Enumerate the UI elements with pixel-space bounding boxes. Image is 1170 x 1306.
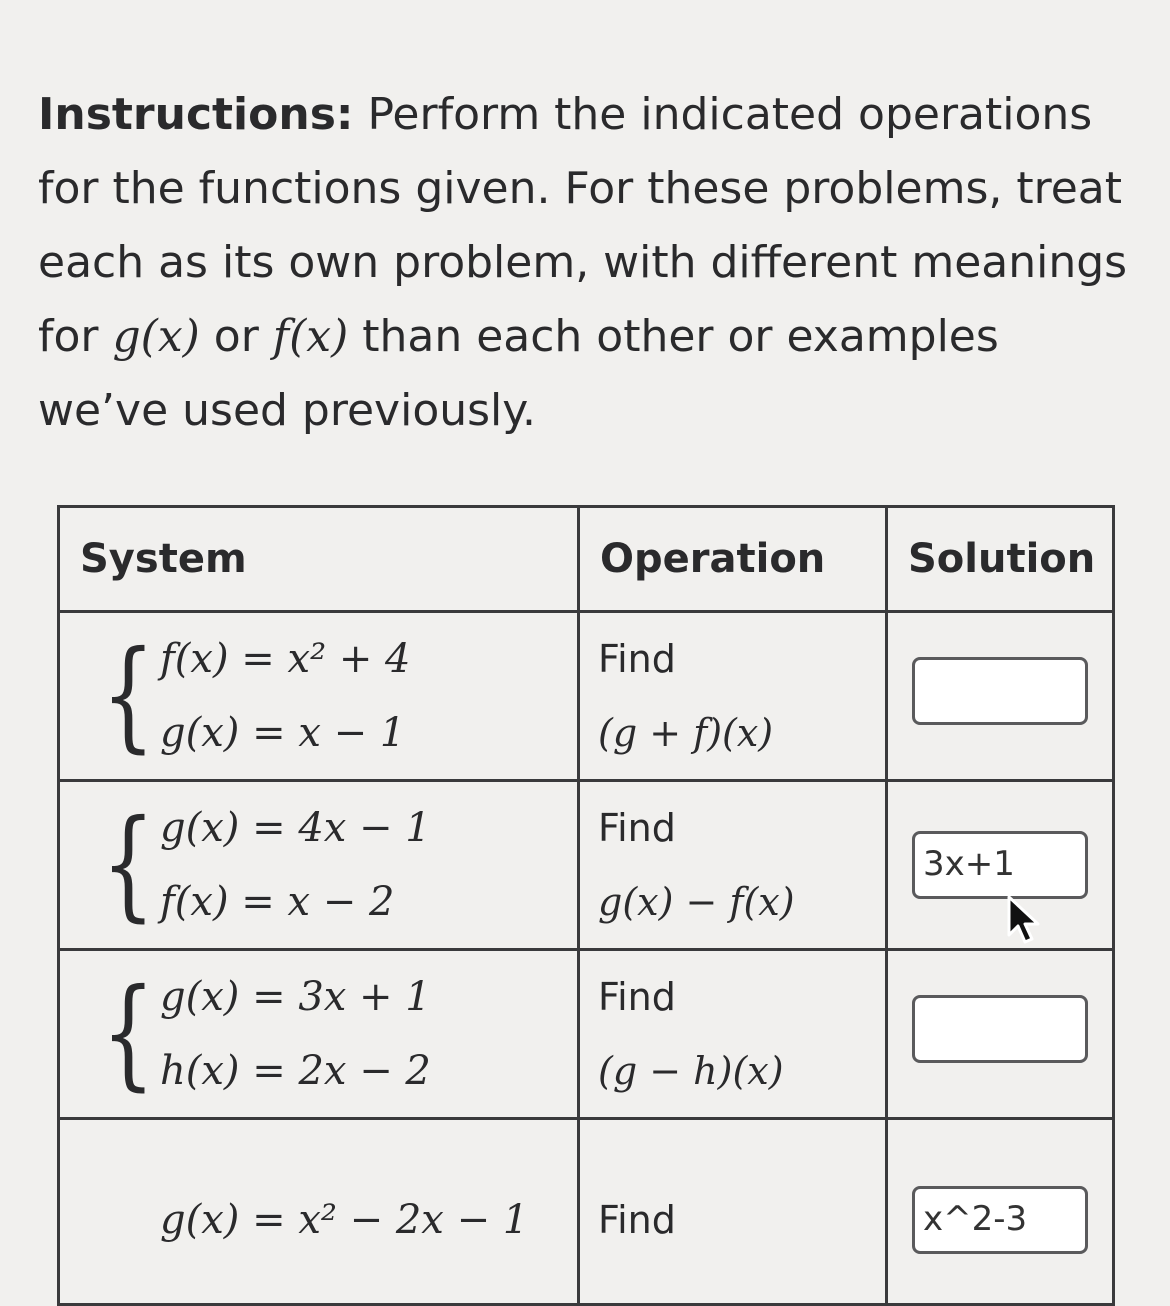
solution-cell — [887, 950, 1114, 1119]
table-row — [59, 1119, 1114, 1305]
instructions-text-3: than each other or examples we’ve used previously. — [38, 311, 999, 436]
operation-expression: (g − h)(x) — [598, 1049, 784, 1093]
solution-cell — [887, 781, 1114, 950]
equation-1: g(x) = x² − 2x − 1 — [160, 1197, 529, 1243]
equation-1: g(x) = 4x − 1 — [160, 805, 431, 851]
header-operation: Operation — [579, 507, 887, 612]
find-label: Find — [598, 637, 676, 681]
operation-cell — [579, 781, 887, 950]
system-cell — [59, 612, 579, 781]
solution-cell — [887, 1119, 1114, 1305]
find-label: Find — [598, 1198, 676, 1242]
instructions-label: Instructions: — [38, 89, 354, 140]
answer-input[interactable] — [912, 657, 1088, 725]
header-solution: Solution — [887, 507, 1114, 612]
answer-input[interactable]: 3x+1 — [912, 831, 1088, 899]
instructions-text-2: or — [199, 311, 273, 362]
answer-input[interactable] — [912, 995, 1088, 1063]
answer-input[interactable]: x^2-3 — [912, 1186, 1088, 1254]
brace-icon: { — [101, 795, 155, 934]
equation-1: f(x) = x² + 4 — [160, 636, 411, 682]
instructions-paragraph — [38, 78, 1138, 448]
instructions-text-1: Perform the indicated operations for the functions given. For these problems, treat each as its own problem, with different meanings for — [38, 89, 1128, 362]
operation-expression: g(x) − f(x) — [598, 880, 795, 924]
header-system: System — [59, 507, 579, 612]
table-row — [59, 781, 1114, 950]
operation-cell — [579, 1119, 887, 1305]
table-header-row — [59, 507, 1114, 612]
system-cell — [59, 781, 579, 950]
system-cell — [59, 950, 579, 1119]
table-row — [59, 950, 1114, 1119]
operation-expression: (g + f)(x) — [598, 711, 774, 755]
equation-2: g(x) = x − 1 — [160, 710, 406, 756]
equation-1: g(x) = 3x + 1 — [160, 974, 431, 1020]
equation-2: f(x) = x − 2 — [160, 879, 395, 925]
g-of-x: g(x) — [112, 311, 200, 362]
find-label: Find — [598, 975, 676, 1019]
solution-cell — [887, 612, 1114, 781]
brace-icon: { — [101, 964, 155, 1103]
operation-cell — [579, 612, 887, 781]
find-label: Find — [598, 806, 676, 850]
table-row — [59, 612, 1114, 781]
system-cell — [59, 1119, 579, 1305]
f-of-x: f(x) — [272, 311, 349, 362]
mouse-pointer-icon — [1005, 895, 1045, 945]
equation-2: h(x) = 2x − 2 — [160, 1048, 431, 1094]
brace-icon: { — [101, 626, 155, 765]
problems-table — [57, 505, 1115, 1306]
operation-cell — [579, 950, 887, 1119]
